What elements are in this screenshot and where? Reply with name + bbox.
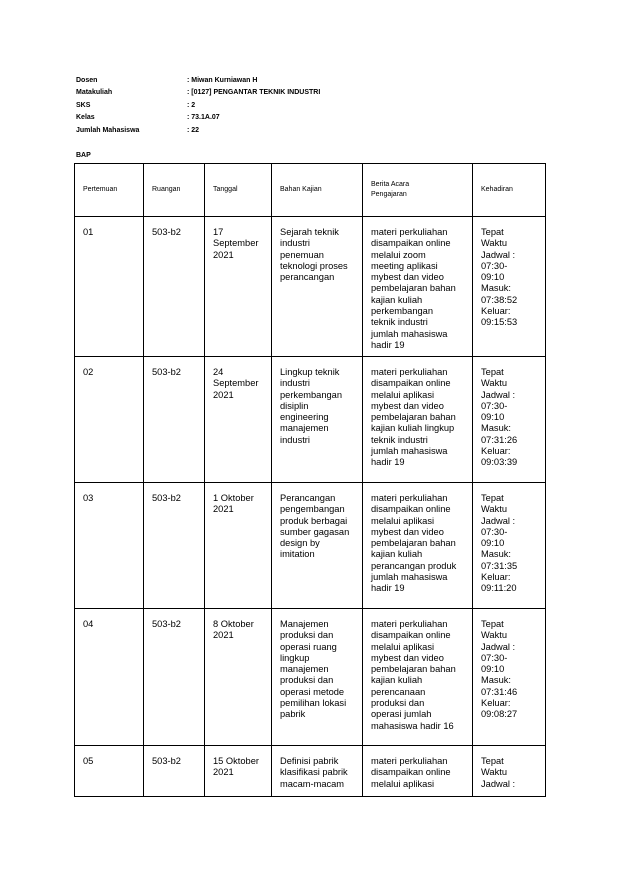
cell-tanggal-line: 24 <box>213 367 224 377</box>
bap-table <box>74 163 546 797</box>
cell-kehadiran-line: 09:03:39 <box>481 457 518 468</box>
cell-berita-acara-line: melalui aplikasi <box>371 641 435 652</box>
cell-kehadiran-line: Jadwal : <box>481 249 516 260</box>
cell-kehadiran <box>473 357 546 483</box>
cell-kehadiran-line: 07:30- <box>481 400 508 411</box>
cell-bahan-kajian-line: industri <box>280 378 310 389</box>
cell-kehadiran-line: Masuk: <box>481 423 511 434</box>
cell-pertemuan: 03 <box>75 483 144 609</box>
cell-berita-acara-line: mybest dan video <box>371 400 444 411</box>
cell-tanggal-line: September <box>213 378 259 389</box>
cell-tanggal-line: 2021 <box>213 504 234 515</box>
table-row <box>75 609 546 746</box>
cell-bahan-kajian-line: sumber gagasan <box>280 526 350 537</box>
cell-bahan-kajian-line: industri <box>280 238 310 249</box>
cell-berita-acara-line: jumlah mahasiswa <box>371 328 448 339</box>
cell-kehadiran-line: 07:31:26 <box>481 434 518 445</box>
cell-bahan-kajian <box>272 217 363 357</box>
matakuliah-value: : [0127] PENGANTAR TEKNIK INDUSTRI <box>187 89 321 97</box>
cell-pertemuan: 04 <box>75 609 144 746</box>
cell-tanggal-line: September <box>213 238 259 249</box>
jumlah-label: Jumlah Mahasiswa <box>76 126 140 134</box>
cell-ruangan: 503-b2 <box>144 357 205 483</box>
cell-berita-acara-line: melalui aplikasi <box>371 778 435 789</box>
cell-kehadiran-line: 07:30- <box>481 652 508 663</box>
cell-pertemuan: 01 <box>75 217 144 357</box>
cell-bahan-kajian <box>272 357 363 483</box>
cell-bahan-kajian-line: manajemen <box>280 423 329 434</box>
cell-kehadiran-line: Waktu <box>481 630 508 641</box>
cell-kehadiran <box>473 483 546 609</box>
cell-bahan-kajian-line: operasi ruang <box>280 641 337 652</box>
course-info <box>76 75 320 137</box>
cell-berita-acara <box>363 746 473 797</box>
section-title: BAP <box>76 152 91 159</box>
cell-kehadiran-line: Waktu <box>481 378 508 389</box>
cell-ruangan: 503-b2 <box>144 217 205 357</box>
cell-kehadiran-line: 07:38:52 <box>481 294 518 305</box>
cell-berita-acara-line: disampaikan online <box>371 630 451 641</box>
cell-tanggal-line: 17 <box>213 227 224 237</box>
cell-bahan-kajian-line: klasifikasi pabrik <box>280 767 348 778</box>
cell-kehadiran-line: 09:10 <box>481 664 505 675</box>
cell-kehadiran-line: Keluar: <box>481 698 511 709</box>
cell-ruangan: 503-b2 <box>144 609 205 746</box>
cell-bahan-kajian-line: disiplin <box>280 400 309 411</box>
cell-bahan-kajian-line: Definisi pabrik <box>280 756 339 766</box>
header-berita-acara <box>363 164 473 217</box>
header-ruangan: Ruangan <box>144 164 205 217</box>
cell-berita-acara-line: mybest dan video <box>371 272 444 283</box>
cell-bahan-kajian-line: Sejarah teknik <box>280 227 339 237</box>
cell-tanggal <box>205 746 272 797</box>
cell-bahan-kajian-line: produksi dan <box>280 675 334 686</box>
cell-bahan-kajian-line: perancangan <box>280 272 335 283</box>
kelas-value: : 73.1A.07 <box>187 114 220 122</box>
cell-kehadiran-line: 07:31:35 <box>481 560 518 571</box>
cell-bahan-kajian-line: Manajemen <box>280 619 329 629</box>
cell-berita-acara-line: pembelajaran bahan <box>371 538 456 549</box>
cell-kehadiran-line: 09:10 <box>481 272 505 283</box>
info-row-sks <box>76 100 320 112</box>
header-berita-line-1: Berita Acara <box>371 181 410 188</box>
cell-berita-acara-line: kajian kuliah <box>371 675 423 686</box>
cell-kehadiran-line: Jadwal : <box>481 778 516 789</box>
table-row <box>75 746 546 797</box>
cell-berita-acara-line: kajian kuliah lingkup <box>371 423 455 434</box>
cell-kehadiran-line: Masuk: <box>481 675 511 686</box>
cell-tanggal <box>205 357 272 483</box>
cell-berita-acara-line: pembelajaran bahan <box>371 283 456 294</box>
table-row <box>75 217 546 357</box>
cell-berita-acara-line: materi perkuliahan <box>371 227 448 237</box>
cell-kehadiran-line: Tepat <box>481 227 504 237</box>
cell-berita-acara <box>363 483 473 609</box>
cell-berita-acara-line: melalui zoom <box>371 249 426 260</box>
cell-tanggal-line: 2021 <box>213 249 234 260</box>
cell-bahan-kajian-line: pemilihan lokasi <box>280 698 347 709</box>
cell-berita-acara-line: disampaikan online <box>371 767 451 778</box>
cell-berita-acara-line: mybest dan video <box>371 652 444 663</box>
cell-berita-acara-line: materi perkuliahan <box>371 493 448 503</box>
cell-bahan-kajian-line: teknologi proses <box>280 260 348 271</box>
header-tanggal: Tanggal <box>205 164 272 217</box>
dosen-value: : Miwan Kurniawan H <box>187 77 258 84</box>
cell-bahan-kajian-line: macam-macam <box>280 778 345 789</box>
cell-bahan-kajian-line: pengembangan <box>280 504 345 515</box>
cell-kehadiran-line: 09:11:20 <box>481 583 517 594</box>
cell-bahan-kajian-line: perkembangan <box>280 389 343 400</box>
cell-berita-acara-line: perencanaan <box>371 686 426 697</box>
cell-tanggal-line: 15 Oktober <box>213 756 259 766</box>
cell-bahan-kajian-line: industri <box>280 434 310 445</box>
cell-berita-acara-line: disampaikan online <box>371 504 451 515</box>
cell-kehadiran-line: 07:30- <box>481 526 508 537</box>
cell-bahan-kajian <box>272 483 363 609</box>
cell-berita-acara-line: mahasiswa hadir 16 <box>371 720 454 731</box>
cell-bahan-kajian-line: lingkup <box>280 652 310 663</box>
cell-berita-acara-line: hadir 19 <box>371 339 405 350</box>
cell-bahan-kajian-line: Lingkup teknik <box>280 367 340 377</box>
cell-berita-acara-line: jumlah mahasiswa <box>371 446 448 457</box>
cell-tanggal <box>205 483 272 609</box>
cell-kehadiran-line: Keluar: <box>481 306 511 317</box>
table-row <box>75 357 546 483</box>
cell-berita-acara-line: perkembangan <box>371 306 434 317</box>
cell-kehadiran-line: 07:31:46 <box>481 686 518 697</box>
cell-bahan-kajian <box>272 746 363 797</box>
table-body <box>75 217 546 797</box>
cell-berita-acara-line: melalui aplikasi <box>371 389 435 400</box>
table-header-row <box>75 164 546 217</box>
cell-berita-acara-line: disampaikan online <box>371 378 451 389</box>
cell-kehadiran-line: Jadwal : <box>481 389 516 400</box>
cell-bahan-kajian-line: imitation <box>280 549 315 560</box>
cell-kehadiran-line: Tepat <box>481 619 504 629</box>
cell-kehadiran <box>473 746 546 797</box>
cell-berita-acara-line: disampaikan online <box>371 238 451 249</box>
table-row <box>75 483 546 609</box>
jumlah-value: : 22 <box>187 126 200 134</box>
kelas-label: Kelas <box>76 114 95 122</box>
cell-berita-acara-line: materi perkuliahan <box>371 367 448 377</box>
cell-kehadiran-line: Tepat <box>481 493 504 503</box>
cell-kehadiran-line: Tepat <box>481 367 504 377</box>
cell-berita-acara <box>363 609 473 746</box>
cell-kehadiran-line: 07:30- <box>481 260 508 271</box>
info-row-dosen <box>76 75 320 87</box>
cell-kehadiran-line: Keluar: <box>481 446 511 457</box>
cell-kehadiran-line: Tepat <box>481 756 504 766</box>
info-row-kelas <box>76 112 320 124</box>
cell-berita-acara <box>363 217 473 357</box>
cell-kehadiran-line: Jadwal : <box>481 515 516 526</box>
cell-berita-acara-line: meeting aplikasi <box>371 260 438 271</box>
cell-berita-acara-line: pembelajaran bahan <box>371 412 456 423</box>
cell-berita-acara-line: kajian kuliah <box>371 294 423 305</box>
cell-berita-acara-line: perancangan produk <box>371 560 457 571</box>
cell-berita-acara-line: produksi dan <box>371 698 425 709</box>
sks-label: SKS <box>76 101 91 109</box>
cell-berita-acara-line: hadir 19 <box>371 583 405 594</box>
cell-berita-acara-line: jumlah mahasiswa <box>371 572 448 583</box>
cell-berita-acara-line: melalui aplikasi <box>371 515 435 526</box>
cell-berita-acara-line: materi perkuliahan <box>371 619 448 629</box>
cell-bahan-kajian-line: engineering <box>280 412 329 423</box>
info-row-matakuliah <box>76 87 320 99</box>
cell-kehadiran <box>473 217 546 357</box>
cell-pertemuan: 05 <box>75 746 144 797</box>
cell-berita-acara-line: hadir 19 <box>371 457 405 468</box>
cell-kehadiran-line: Masuk: <box>481 549 511 560</box>
cell-bahan-kajian-line: operasi metode <box>280 686 345 697</box>
cell-kehadiran-line: 09:10 <box>481 538 505 549</box>
header-kehadiran: Kehadiran <box>473 164 546 217</box>
cell-tanggal-line: 2021 <box>213 630 234 641</box>
cell-bahan-kajian-line: manajemen <box>280 664 329 675</box>
cell-bahan-kajian-line: design by <box>280 538 320 549</box>
cell-berita-acara-line: mybest dan video <box>371 526 444 537</box>
cell-berita-acara-line: kajian kuliah <box>371 549 423 560</box>
cell-tanggal-line: 2021 <box>213 767 234 778</box>
cell-berita-acara-line: teknik industri <box>371 434 428 445</box>
cell-kehadiran-line: Waktu <box>481 238 508 249</box>
cell-tanggal <box>205 609 272 746</box>
dosen-label: Dosen <box>76 77 98 84</box>
cell-kehadiran-line: Waktu <box>481 767 508 778</box>
cell-tanggal <box>205 217 272 357</box>
header-berita-line-2: Pengajaran <box>371 191 407 198</box>
cell-bahan-kajian-line: produksi dan <box>280 630 334 641</box>
cell-bahan-kajian-line: Perancangan <box>280 493 336 503</box>
header-bahan-kajian: Bahan Kajian <box>272 164 363 217</box>
header-pertemuan: Pertemuan <box>75 164 144 217</box>
info-row-jumlah <box>76 125 320 137</box>
cell-bahan-kajian-line: produk berbagai <box>280 515 348 526</box>
sks-value: : 2 <box>187 101 196 109</box>
cell-pertemuan: 02 <box>75 357 144 483</box>
cell-kehadiran-line: 09:10 <box>481 412 505 423</box>
cell-kehadiran-line: 09:15:53 <box>481 317 518 328</box>
cell-tanggal-line: 8 Oktober <box>213 619 254 629</box>
cell-ruangan: 503-b2 <box>144 483 205 609</box>
cell-kehadiran-line: Masuk: <box>481 283 511 294</box>
cell-ruangan: 503-b2 <box>144 746 205 797</box>
matakuliah-label: Matakuliah <box>76 89 113 97</box>
cell-kehadiran <box>473 609 546 746</box>
cell-tanggal-line: 2021 <box>213 389 234 400</box>
cell-berita-acara-line: materi perkuliahan <box>371 756 448 766</box>
cell-berita-acara-line: teknik industri <box>371 317 428 328</box>
cell-berita-acara-line: operasi jumlah <box>371 709 432 720</box>
cell-berita-acara-line: pembelajaran bahan <box>371 664 456 675</box>
cell-kehadiran-line: Jadwal : <box>481 641 516 652</box>
cell-kehadiran-line: Waktu <box>481 504 508 515</box>
cell-bahan-kajian-line: pabrik <box>280 709 306 720</box>
cell-tanggal-line: 1 Oktober <box>213 493 254 503</box>
cell-berita-acara <box>363 357 473 483</box>
cell-bahan-kajian-line: penemuan <box>280 249 324 260</box>
cell-kehadiran-line: Keluar: <box>481 572 511 583</box>
cell-bahan-kajian <box>272 609 363 746</box>
cell-kehadiran-line: 09:08:27 <box>481 709 518 720</box>
